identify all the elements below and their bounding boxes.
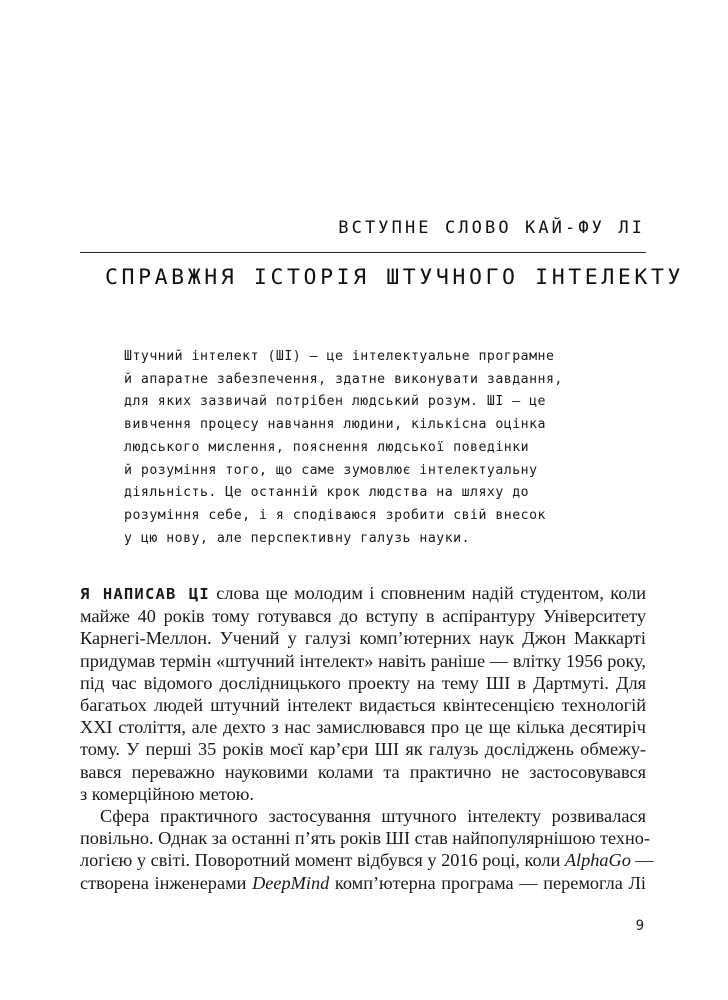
body-text xyxy=(80,582,654,894)
chapter-label: ВСТУПНЕ СЛОВО КАЙ-ФУ ЛІ xyxy=(338,218,645,238)
lead-in: Я НАПИСАВ ЦІ xyxy=(80,585,210,603)
line-text: створена інженерами xyxy=(80,872,253,893)
chapter-title: СПРАВЖНЯ ІСТОРІЯ ШТУЧНОГО ІНТЕЛЕКТУ xyxy=(105,265,685,290)
line-text: комп’ютерна програма — перемогла Лі xyxy=(329,872,646,893)
epigraph-line: для яких зазвичай потрібен людський розум. ШІ — це xyxy=(124,394,546,410)
epigraph-line: й розуміння того, що саме зумовлює інтелектуальну xyxy=(124,462,538,478)
paragraph-line: Карнегі-Меллон. Учений у галузі комп’ютерних наук Джон Маккарті xyxy=(80,628,646,649)
epigraph-line: діяльність. Це останній крок людства на шляху до xyxy=(124,485,530,501)
epigraph-line: Штучний інтелект (ШІ) — це інтелектуальне програмне xyxy=(124,349,555,364)
paragraph-line: з комерційною метою. xyxy=(80,783,254,804)
paragraph-line: придумав термін «штучний інтелект» навіть раніше — влітку 1956 року, xyxy=(80,650,646,671)
paragraph-line: багатьох людей штучний інтелект видається квінтесенцією технологій xyxy=(80,695,646,716)
paragraph-line xyxy=(80,582,646,605)
paragraph-line xyxy=(80,849,654,871)
line-text: слова ще молодим і сповненим надій студентом, коли xyxy=(209,583,647,603)
line-text: — xyxy=(630,850,654,871)
paragraph-line: майже 40 років тому готувався до вступу в аспірантуру Університету xyxy=(80,606,646,627)
paragraph-line: тому. У перші 35 років моєї кар’єри ШІ як галузь досліджень обмежу- xyxy=(80,739,646,760)
heading-rule xyxy=(80,252,646,253)
paragraph-line: вався переважно науковими колами та практично не застосовувався xyxy=(80,761,646,782)
epigraph-line: й апаратне забезпечення, здатне виконувати завдання, xyxy=(124,371,563,387)
line-text: логією у світі. Поворотний момент відбувся у 2016 році, коли xyxy=(80,850,565,871)
paragraph-line: повільно. Однак за останні п’ять років ШІ став найпопулярнішою техно- xyxy=(80,828,651,849)
paragraph-line: під час відомого дослідницького проекту на тему ШІ в Дартмуті. Для xyxy=(80,672,646,693)
epigraph-line: вивчення процесу навчання людини, кількісна оцінка xyxy=(124,417,546,433)
program-name: AlphaGo xyxy=(564,850,631,871)
epigraph-line: людського мислення, пояснення людської поведінки xyxy=(124,439,530,455)
paragraph-line: Сфера практичного застосування штучного інтелекту розвивалася xyxy=(100,806,646,827)
company-name: DeepMind xyxy=(252,872,330,893)
paragraph-line: XXI століття, але дехто з нас замислювався про це ще кілька десятиріч xyxy=(80,717,646,738)
epigraph xyxy=(124,346,604,550)
paragraph-line xyxy=(80,872,646,894)
page-number: 9 xyxy=(635,918,644,934)
epigraph-line: у цю нову, але перспективну галузь науки. xyxy=(124,530,471,546)
epigraph-line: розуміння себе, і я сподіваюся зробити свій внесок xyxy=(124,507,546,523)
